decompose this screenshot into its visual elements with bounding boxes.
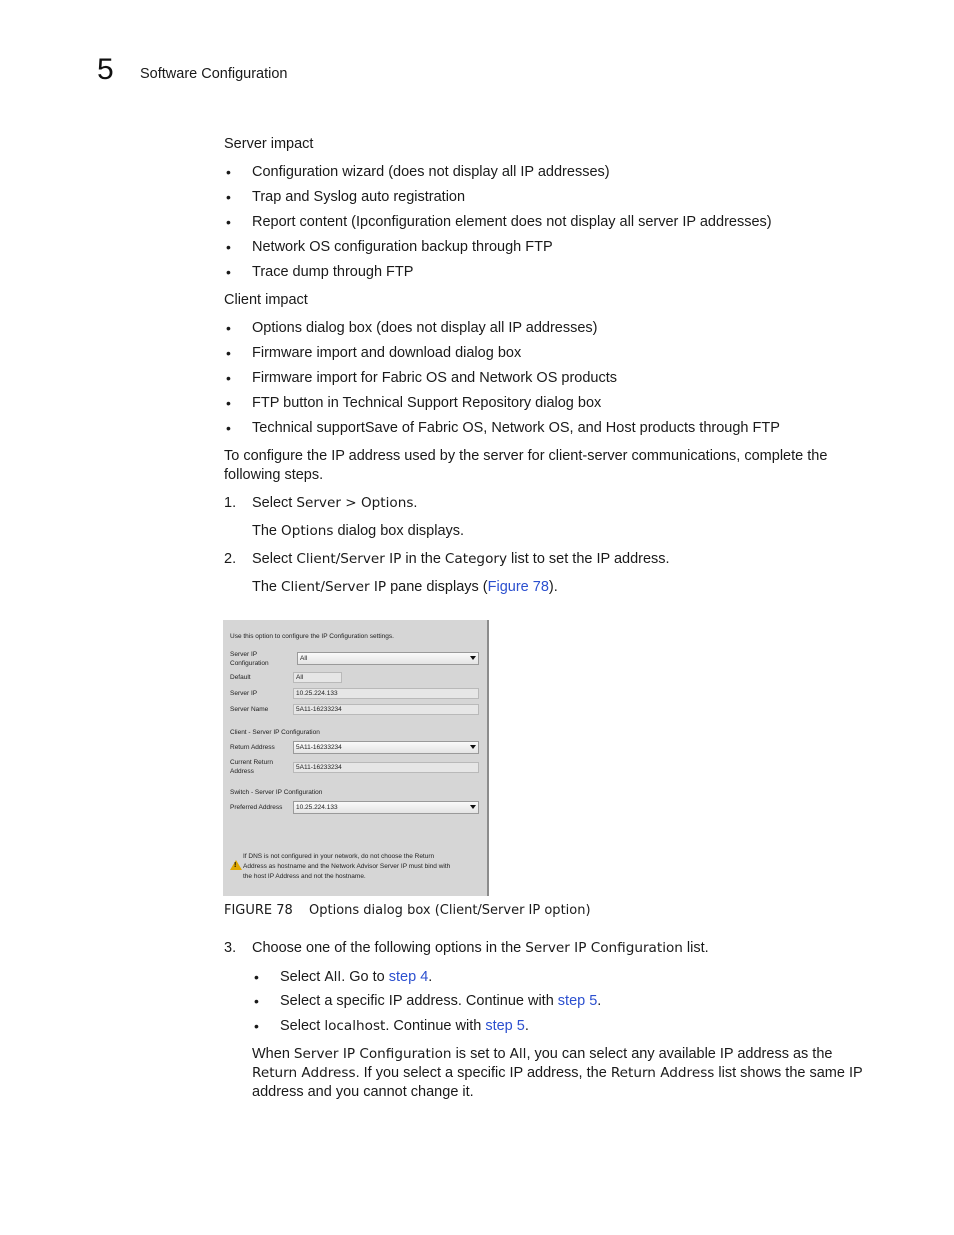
step-2-number: 2.	[224, 551, 237, 567]
step-3-note-line-2: Return Address. If you select a specific IP address, the Return Address list shows the same IP	[252, 1065, 863, 1081]
step-3-note-line-3: address and you cannot change it.	[252, 1084, 474, 1100]
server-ip-config-select[interactable]	[297, 652, 479, 665]
bullet-icon: •	[226, 345, 231, 361]
server-ip-config-value: All	[300, 655, 308, 662]
warning-line-3: the host IP Address and not the hostname.	[243, 873, 366, 880]
option-item: Select a specific IP address. Continue with step 5.	[280, 993, 602, 1009]
figure-caption: Options dialog box (Client/Server IP option)	[309, 903, 591, 918]
bullet-icon: •	[226, 370, 231, 386]
bullet-icon: •	[254, 1018, 259, 1034]
intro-line-1: To configure the IP address used by the server for client-server communications, complete the	[224, 448, 828, 464]
intro-line-2: following steps.	[224, 467, 324, 483]
bullet-icon: •	[226, 164, 231, 180]
return-address-value: 5A11-16233234	[296, 744, 342, 751]
warning-line-2: Address as hostname and the Network Advisor Server IP must bind with	[243, 863, 451, 870]
step-1-text: Select Server > Options.	[252, 495, 418, 511]
preferred-address-value: 10.25.224.133	[296, 804, 338, 811]
server-impact-heading: Server impact	[224, 136, 314, 152]
current-return-label-2: Address	[230, 768, 254, 775]
step-5-link[interactable]: step 5	[557, 993, 598, 1009]
warning-line-1: If DNS is not configured in your network, do not choose the Return	[243, 853, 435, 860]
bullet-icon: •	[226, 320, 231, 336]
list-item: Firmware import for Fabric OS and Network OS products	[252, 370, 618, 386]
list-item: Firmware import and download dialog box	[252, 345, 522, 361]
client-section-heading: Client - Server IP Configuration	[230, 729, 320, 736]
bullet-icon: •	[254, 969, 259, 985]
chevron-down-icon	[470, 805, 476, 809]
chevron-down-icon	[470, 745, 476, 749]
step-1-number: 1.	[224, 495, 237, 511]
step-4-link[interactable]: step 4	[388, 969, 429, 985]
server-ip-config-label: Server IP	[230, 651, 258, 658]
bullet-icon: •	[226, 214, 231, 230]
switch-section-heading: Switch - Server IP Configuration	[230, 789, 323, 796]
step-3-number: 3.	[224, 940, 237, 956]
bullet-icon: •	[226, 395, 231, 411]
bullet-icon: •	[226, 420, 231, 436]
server-name-label: Server Name	[230, 706, 269, 713]
step-1-result: The Options dialog box displays.	[252, 523, 465, 539]
list-item: FTP button in Technical Support Repository dialog box	[252, 395, 602, 411]
preferred-address-label: Preferred Address	[230, 804, 283, 811]
server-name-field: 5A11-16233234	[293, 704, 479, 715]
figure-78-link[interactable]: Figure 78	[487, 579, 549, 595]
step-5-link[interactable]: step 5	[485, 1018, 525, 1034]
list-item: Configuration wizard (does not display all IP addresses)	[252, 164, 610, 180]
server-ip-field: 10.25.224.133	[293, 688, 479, 699]
step-3-text: Choose one of the following options in the Server IP Configuration list.	[252, 940, 709, 956]
bullet-icon: •	[254, 993, 259, 1009]
client-impact-heading: Client impact	[224, 292, 308, 308]
list-item: Trap and Syslog auto registration	[252, 189, 466, 205]
return-address-label: Return Address	[230, 744, 275, 751]
chevron-down-icon	[470, 656, 476, 660]
dialog-intro: Use this option to configure the IP Configuration settings.	[230, 633, 394, 640]
warning-icon-mark: !	[234, 862, 237, 869]
preferred-address-select[interactable]	[293, 801, 479, 814]
bullet-icon: •	[226, 239, 231, 255]
bullet-icon: •	[226, 189, 231, 205]
bullet-icon: •	[226, 264, 231, 280]
chapter-number: 5	[97, 53, 114, 86]
current-return-field: 5A11-16233234	[293, 762, 479, 773]
list-item: Report content (Ipconfiguration element does not display all server IP addresses)	[252, 214, 772, 230]
step-2-result: The Client/Server IP pane displays (Figure 78).	[252, 579, 558, 595]
current-return-label: Current Return	[230, 759, 273, 766]
server-ip-config-label-2: Configuration	[230, 660, 269, 667]
list-item: Options dialog box (does not display all IP addresses)	[252, 320, 598, 336]
option-item: Select localhost. Continue with step 5.	[280, 1018, 529, 1034]
figure-label: FIGURE 78	[224, 903, 293, 918]
step-3-note-line-1: When Server IP Configuration is set to All, you can select any available IP address as the	[252, 1046, 833, 1062]
default-label: Default	[230, 674, 251, 681]
option-item: Select All. Go to step 4.	[280, 969, 433, 985]
list-item: Technical supportSave of Fabric OS, Network OS, and Host products through FTP	[252, 420, 780, 436]
default-field: All	[293, 672, 342, 683]
list-item: Trace dump through FTP	[252, 264, 414, 280]
chapter-title: Software Configuration	[140, 66, 288, 82]
return-address-select[interactable]	[293, 741, 479, 754]
options-dialog-figure	[223, 620, 489, 896]
step-2-text: Select Client/Server IP in the Category list to set the IP address.	[252, 551, 670, 567]
list-item: Network OS configuration backup through FTP	[252, 239, 553, 255]
server-ip-label: Server IP	[230, 690, 258, 697]
